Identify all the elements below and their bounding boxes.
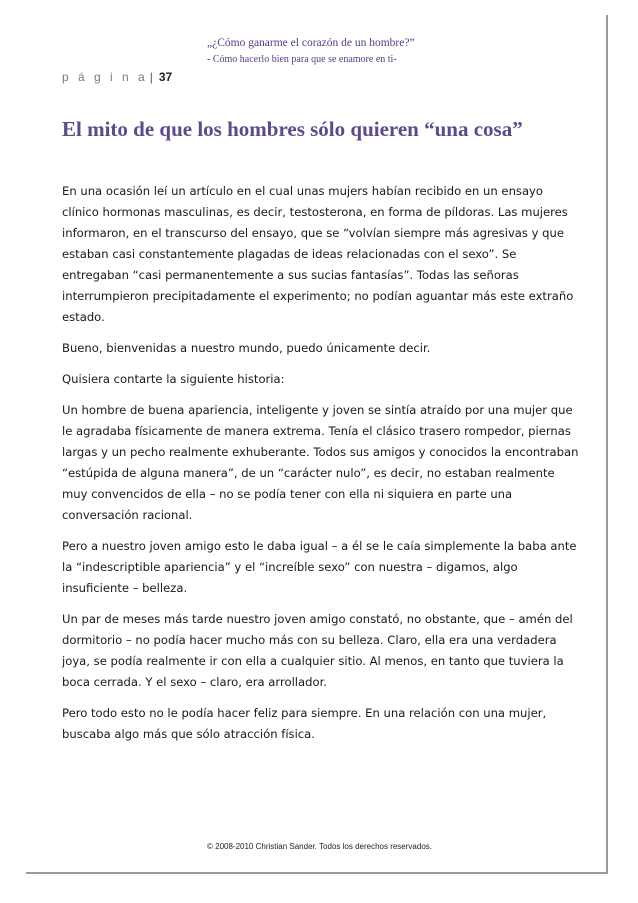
copyright-footer: © 2008-2010 Christian Sander. Todos los derechos reservados. [207,842,432,851]
paragraph: Quisiera contarte la siguiente historia: [62,372,285,386]
header-subtitle: - Cómo hacerlo bien para que se enamore en ti- [207,54,397,65]
paragraph: Bueno, bienvenidas a nuestro mundo, puedo únicamente decir. [62,341,431,355]
page-number [62,70,172,84]
header-title: „¿Cómo ganarme el corazón de un hombre?” [207,37,415,49]
chapter-title: El mito de que los hombres sólo quieren “una cosa” [62,117,523,141]
page-number-label: p á g i n a [62,70,148,84]
page-number-value: 37 [158,70,173,84]
paragraph: Un hombre de buena apariencia, inteligente y joven se sintía atraído por una mujer que le agradaba físicamente de manera extrema. Tenía el clásico trasero rompedor, piernas largas y un pecho realmente exhuberante. Todos sus amigos y conocidos la encontraban “estúpida de alguna manera”, de un “carácter nulo”, es decir, no estaban realmente muy convencidos de ella – no se podía tener con ella ni siquiera en parte una conversación racional. [62,403,579,522]
paragraph: En una ocasión leí un artículo en el cual unas mujers habían recibido en un ensayo clínico hormonas masculinas, es decir, testosterona, en forma de píldoras. Las mujeres informaron, en el transcurso del ensayo, que se “volvían siempre más agresivas y que estaban casi constantemente plagadas de ideas relacionadas con el sexo”. Se entregaban “casi permanentemente a sus sucias fantasías”. Todas las señoras interrumpieron precipitadamente el experimento; no podían aguantar más este extraño estado. [62,184,574,324]
paragraph: Un par de meses más tarde nuestro joven amigo constató, no obstante, que – amén del dormitorio – no podía hacer mucho más con su belleza. Claro, ella era una verdadera joya, se podía realmente ir con ella a cualquier sitio. Al menos, en tanto que tuviera la boca cerrada. Y el sexo – claro, era arrollador. [62,612,573,689]
paragraph: Pero todo esto no le podía hacer feliz para siempre. En una relación con una mujer, buscaba algo más que sólo atracción física. [62,706,547,741]
page-number-separator: | [149,70,153,84]
body-text [62,181,582,755]
paragraph: Pero a nuestro joven amigo esto le daba igual – a él se le caía simplemente la baba ante la “indescriptible apariencia” y el “increíble sexo” con nuestra – digamos, algo insuficiente – belleza. [62,539,577,595]
